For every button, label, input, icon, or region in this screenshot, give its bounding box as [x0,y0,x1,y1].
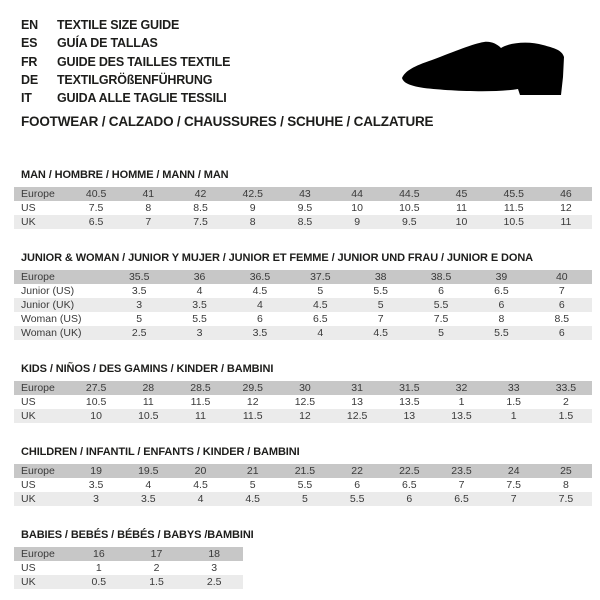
size-cell: 1.5 [558,410,574,423]
size-cell: 12 [246,396,259,409]
size-table-children [14,464,592,506]
size-cell: 19 [90,465,102,478]
size-cell: 7 [145,216,152,229]
size-cell: 28 [142,382,155,395]
row-label: UK [21,576,36,589]
language-label: GUIDA ALLE TAGLIE TESSILI [57,91,227,106]
size-cell: 45 [455,188,468,201]
size-cell: 7.5 [558,493,574,506]
size-cell: 5.5 [192,313,207,326]
table-row [14,312,592,326]
size-cell: 42.5 [242,188,263,201]
size-cell: 9.5 [297,202,313,215]
size-cell: 9 [249,202,256,215]
size-cell: 12 [299,410,311,423]
size-cell: 21 [246,465,259,478]
row-label: US [21,396,36,409]
size-cell: 7.5 [193,216,208,229]
size-cell: 12 [560,202,572,215]
size-cell: 40.5 [85,188,107,201]
size-cell: 5 [136,313,143,326]
size-cell: 3 [136,299,143,312]
size-cell: 4.5 [373,327,388,340]
size-cell: 3 [196,327,203,340]
size-cell: 11 [456,202,467,215]
table-row [14,547,243,561]
size-cell: 5.5 [433,299,449,312]
size-cell: 8 [498,313,505,326]
size-cell: 43 [299,188,311,201]
language-label: GUIDE DES TAILLES TEXTILE [57,54,231,69]
table-row [14,298,592,312]
size-cell: 10.5 [85,396,107,409]
row-label: Europe [21,271,55,284]
section-children [14,446,592,506]
size-cell: 1 [510,410,517,423]
row-label: Junior (US) [21,285,75,298]
size-cell: 3.5 [88,479,104,492]
table-row [14,284,592,298]
size-cell: 8.5 [297,216,313,229]
row-label: Woman (UK) [21,327,82,340]
size-tables [14,169,592,589]
table-row [14,492,592,506]
size-cell: 10 [351,202,363,215]
size-cell: 1.5 [149,576,164,589]
size-cell: 4 [197,493,204,506]
size-cell: 10 [90,410,102,423]
table-row [14,187,592,201]
language-label: GUÍA DE TALLAS [57,36,158,51]
size-cell: 6 [354,479,361,492]
table-title-babies: BABIES / BEBÉS / BÉBÉS / BABYS /BAMBINI [21,529,254,542]
size-cell: 35.5 [128,271,150,284]
size-cell: 32 [455,382,468,395]
size-cell: 5 [438,327,444,340]
size-cell: 6 [498,299,505,312]
size-cell: 2 [563,396,569,409]
size-cell: 4.5 [193,479,208,492]
size-cell: 11 [560,216,572,229]
table-row [14,561,243,575]
category-line: FOOTWEAR / CALZADO / CHAUSSURES / SCHUHE / CALZATURE [21,114,434,130]
size-cell: 45.5 [503,188,524,201]
size-cell: 11.5 [190,396,211,409]
size-cell: 5 [249,479,256,492]
size-cell: 21.5 [294,465,316,478]
size-cell: 17 [150,548,163,561]
size-cell: 6 [558,327,565,340]
row-label: Junior (UK) [21,299,75,312]
size-cell: 10.5 [503,216,524,229]
size-cell: 41 [142,188,155,201]
size-cell: 40 [555,271,568,284]
table-row [14,464,592,478]
size-table-babies [14,547,243,589]
language-code: DE [21,72,38,87]
size-cell: 3.5 [141,493,156,506]
size-cell: 0.5 [91,576,107,589]
table-title-man: MAN / HOMBRE / HOMME / MANN / MAN [21,169,229,182]
language-code: FR [21,54,38,69]
size-cell: 37.5 [310,271,331,284]
size-cell: 38 [374,271,387,284]
size-cell: 4 [145,479,152,492]
size-cell: 1 [95,562,102,575]
size-cell: 11.5 [242,410,263,423]
language-code: ES [21,36,38,51]
size-cell: 10.5 [399,202,420,215]
size-cell: 11 [195,410,206,423]
row-label: US [21,479,36,492]
size-cell: 33.5 [555,382,577,395]
size-cell: 13 [351,396,363,409]
size-cell: 44.5 [399,188,420,201]
size-table-man [14,187,592,229]
size-cell: 24 [507,465,520,478]
table-row [14,326,592,340]
size-cell: 4 [196,285,203,298]
size-cell: 4.5 [313,299,328,312]
size-cell: 6.5 [402,479,417,492]
size-cell: 5 [317,285,324,298]
size-cell: 7 [510,493,517,506]
section-junior-woman [14,252,592,340]
section-kids [14,363,592,423]
size-cell: 2 [153,562,160,575]
table-row [14,409,592,423]
size-cell: 16 [92,548,105,561]
size-cell: 3.5 [131,285,147,298]
size-cell: 5 [377,299,384,312]
size-cell: 12.5 [294,396,316,409]
size-cell: 33 [507,382,520,395]
size-cell: 2.5 [206,576,222,589]
section-babies [14,529,592,589]
row-label: UK [21,493,36,506]
size-cell: 1 [458,396,465,409]
table-row [14,381,592,395]
size-cell: 6.5 [313,313,328,326]
size-cell: 36.5 [249,271,271,284]
table-row [14,215,592,229]
size-cell: 4 [317,327,324,340]
size-cell: 29.5 [242,382,263,395]
row-label: UK [21,410,36,423]
size-cell: 39 [495,271,508,284]
size-cell: 6.5 [88,216,104,229]
language-code: IT [21,91,32,106]
size-cell: 5.5 [494,327,509,340]
section-man [14,169,592,229]
size-cell: 3 [93,493,100,506]
table-row [14,575,243,589]
size-cell: 36 [193,271,206,284]
size-cell: 7.5 [506,479,522,492]
size-cell: 27.5 [85,382,107,395]
size-cell: 4 [257,299,263,312]
table-row [14,270,592,284]
shoe-icon [398,32,570,98]
table-row [14,478,592,492]
size-cell: 9.5 [402,216,417,229]
size-cell: 20 [194,465,207,478]
language-label: TEXTILGRÖßENFÜHRUNG [57,72,213,87]
size-cell: 28.5 [190,382,211,395]
size-cell: 44 [351,188,363,201]
table-row [14,395,592,409]
size-cell: 42 [194,188,207,201]
size-cell: 6.5 [494,285,509,298]
size-cell: 19.5 [138,465,159,478]
size-cell: 10.5 [138,410,159,423]
size-cell: 8 [145,202,152,215]
size-cell: 13 [403,410,416,423]
language-code: EN [21,18,38,32]
size-cell: 30 [299,382,311,395]
table-title-kids: KIDS / NIÑOS / DES GAMINS / KINDER / BAMBINI [21,363,274,376]
size-cell: 2.5 [131,327,147,340]
size-cell: 1.5 [506,396,522,409]
size-cell: 38.5 [430,271,452,284]
table-title-children: CHILDREN / INFANTIL / ENFANTS / KINDER / BAMBINI [21,446,300,459]
size-cell: 8.5 [554,313,570,326]
guide-header [14,16,592,129]
size-cell: 9 [354,216,361,229]
size-cell: 5.5 [373,285,388,298]
size-cell: 3 [211,562,218,575]
size-cell: 6 [558,299,565,312]
size-cell: 7.5 [88,202,104,215]
size-cell: 12.5 [346,410,368,423]
size-cell: 4.5 [245,493,261,506]
size-cell: 22.5 [399,465,420,478]
size-cell: 7 [558,285,565,298]
size-cell: 6 [257,313,263,326]
row-label: US [21,562,36,575]
size-cell: 7 [458,479,465,492]
row-label: Europe [21,548,55,561]
size-cell: 5.5 [297,479,313,492]
row-label: Europe [21,188,55,201]
size-cell: 8.5 [193,202,208,215]
table-title-junior-woman: JUNIOR & WOMAN / JUNIOR Y MUJER / JUNIOR ET FEMME / JUNIOR UND FRAU / JUNIOR E DONA [21,252,534,265]
size-cell: 13.5 [399,396,420,409]
size-cell: 25 [560,465,572,478]
size-cell: 5 [301,493,308,506]
size-cell: 18 [208,548,221,561]
table-row [14,201,592,215]
size-cell: 8 [563,479,569,492]
size-cell: 3.5 [252,327,268,340]
size-cell: 13.5 [451,410,472,423]
size-table-junior-woman [14,270,592,340]
size-cell: 23.5 [451,465,472,478]
row-label: Europe [21,382,55,395]
size-cell: 8 [249,216,256,229]
size-cell: 5.5 [349,493,365,506]
size-cell: 7 [377,313,384,326]
size-cell: 11.5 [503,202,524,215]
size-table-kids [14,381,592,423]
size-cell: 22 [351,465,363,478]
size-cell: 7.5 [433,313,449,326]
size-cell: 4.5 [252,285,268,298]
row-label: US [21,202,36,215]
size-cell: 10 [455,216,468,229]
row-label: UK [21,216,36,229]
row-label: Europe [21,465,55,478]
size-cell: 31 [351,382,363,395]
size-cell: 3.5 [192,299,207,312]
size-cell: 31.5 [399,382,420,395]
size-cell: 11 [142,396,154,409]
row-label: Woman (US) [21,313,82,326]
size-cell: 6 [406,493,413,506]
size-cell: 46 [560,188,572,201]
size-cell: 6 [438,285,444,298]
size-cell: 6.5 [454,493,469,506]
language-label: TEXTILE SIZE GUIDE [57,18,180,32]
